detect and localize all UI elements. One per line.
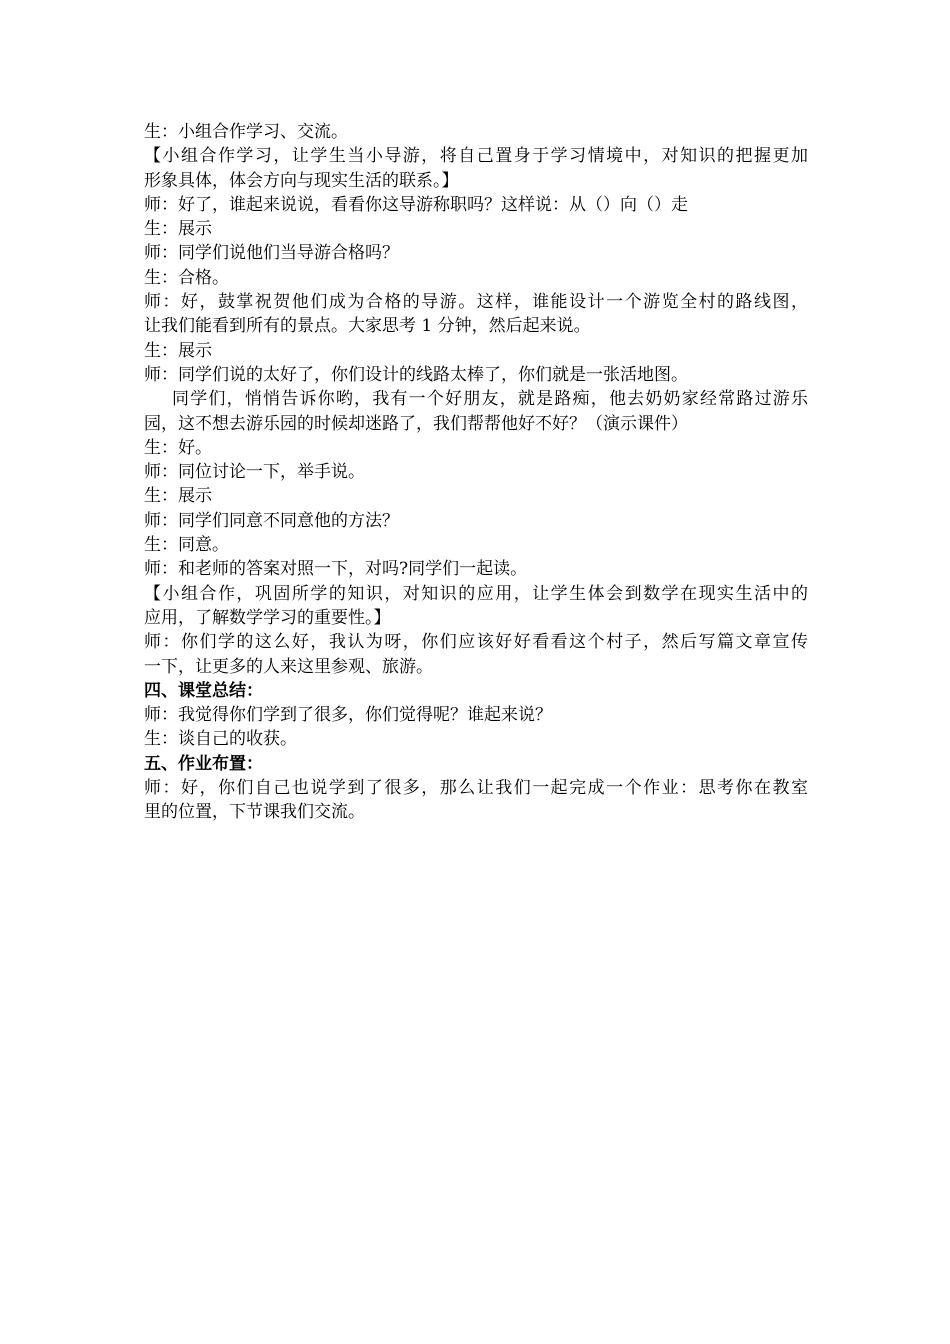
text-line: 让我们能看到所有的景点。大家思考 1 分钟，然后起来说。 — [144, 316, 591, 337]
text-line: 师：和老师的答案对照一下，对吗?同学们一起读。 — [144, 559, 528, 580]
comment-line: 应用，了解数学学习的重要性。】 — [144, 607, 391, 628]
text-line: 生：好。 — [144, 437, 212, 458]
comment-line: 形象具体，体会方向与现实生活的联系。】 — [144, 170, 459, 191]
text-line: 生：展示 — [144, 340, 212, 361]
text-line: 生：谈自己的收获。 — [144, 729, 297, 750]
text-line: 里的位置，下节课我们交流。 — [144, 802, 365, 823]
text-line: 师：好，你们自己也说学到了很多，那么让我们一起完成一个作业：思考你在教室 — [144, 778, 808, 799]
text-line: 师：同位讨论一下，举手说。 — [144, 462, 365, 483]
section-heading: 五、作业布置： — [144, 753, 263, 774]
text-line: 师：同学们说的太好了，你们设计的线路太棒了，你们就是一张活地图。 — [144, 364, 688, 385]
text-line: 师：好，鼓掌祝贺他们成为合格的导游。这样，谁能设计一个游览全村的路线图， — [144, 292, 808, 313]
text-line: 师：同学们说他们当导游合格吗？ — [144, 243, 399, 264]
text-line: 师：好了，谁起来说说，看看你这导游称职吗？这样说：从（）向（）走 — [144, 194, 688, 215]
text-line: 生：展示 — [144, 486, 212, 507]
comment-line: 【小组合作学习，让学生当小导游，将自己置身于学习情境中，对知识的把握更加 — [144, 146, 808, 167]
text-line: 生：展示 — [144, 219, 212, 240]
text-line: 师：你们学的这么好，我认为呀，你们应该好好看看这个村子，然后写篇文章宣传 — [144, 632, 808, 653]
text-line: 园，这不想去游乐园的时候却迷路了，我们帮帮他好不好？（演示课件） — [144, 413, 688, 434]
text-line: 师：同学们同意不同意他的方法？ — [144, 510, 399, 531]
text-line: 生：合格。 — [144, 267, 229, 288]
document-page — [144, 120, 808, 825]
text-line: 师：我觉得你们学到了很多，你们觉得呢？谁起来说？ — [144, 705, 552, 726]
section-heading: 四、课堂总结： — [144, 680, 263, 701]
text-line: 生：小组合作学习、交流。 — [144, 122, 348, 142]
text-line: 生：同意。 — [144, 535, 229, 556]
text-line: 一下，让更多的人来这里参观、旅游。 — [144, 656, 433, 677]
text-line: 同学们，悄悄告诉你哟，我有一个好朋友，就是路痴，他去奶奶家经常路过游乐 — [172, 389, 808, 410]
comment-line: 【小组合作，巩固所学的知识，对知识的应用，让学生体会到数学在现实生活中的 — [144, 583, 808, 604]
